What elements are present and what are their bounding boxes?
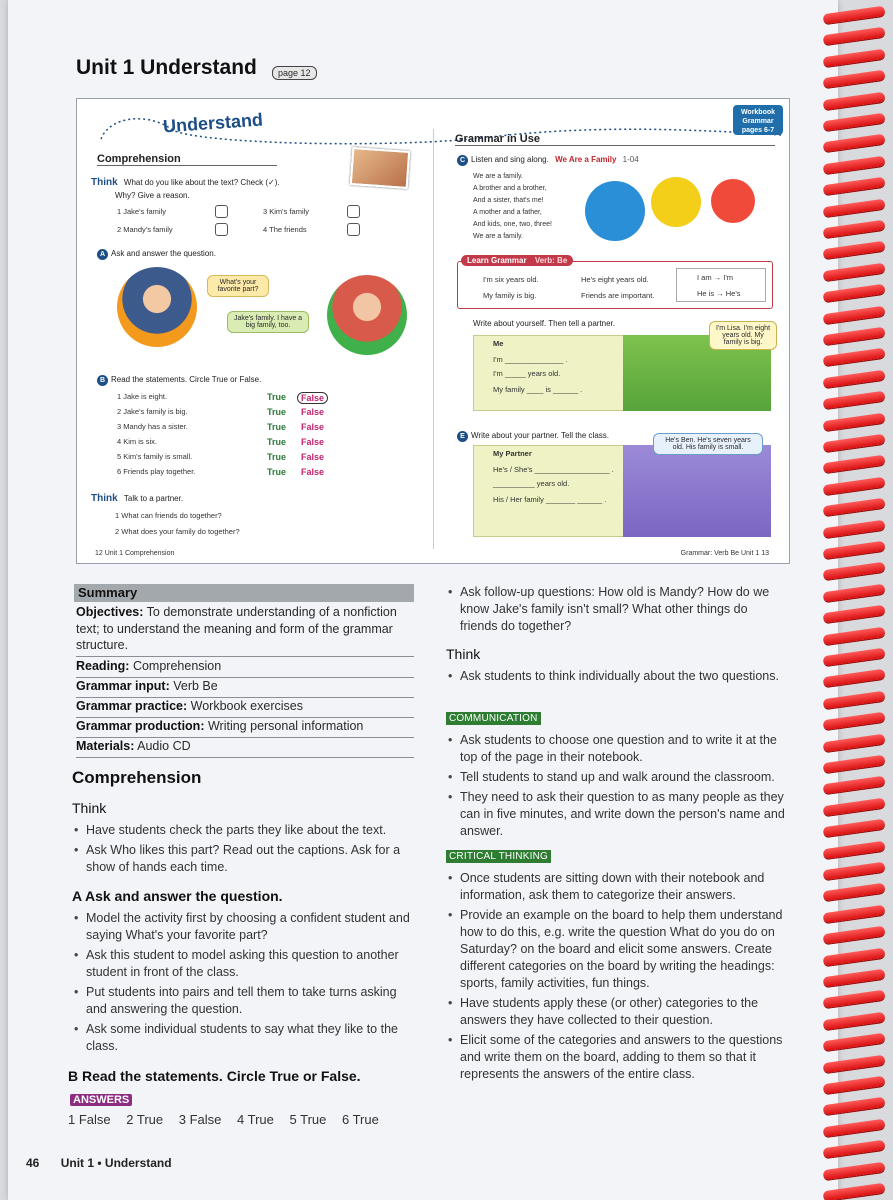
bullet-item: • Ask students to choose one question and to write it at the top of the page in their notebook. bbox=[446, 732, 792, 766]
followup-bullet-list bbox=[446, 584, 786, 638]
spiral-coil bbox=[823, 905, 886, 924]
student-book-spread bbox=[76, 98, 790, 564]
true-option[interactable]: True bbox=[267, 392, 287, 402]
spiral-coil bbox=[823, 305, 886, 324]
spiral-coil bbox=[823, 1140, 886, 1159]
letter-b-icon: B bbox=[97, 375, 108, 386]
bullet-item: • Ask Who likes this part? Read out the captions. Ask for a show of hands each time. bbox=[72, 842, 412, 876]
page-reference-badge: page 12 bbox=[272, 66, 317, 80]
spiral-coil bbox=[823, 926, 886, 945]
wb-badge-line: Grammar bbox=[742, 118, 774, 125]
spiral-coil bbox=[823, 263, 886, 282]
summary-value: Verb Be bbox=[169, 679, 218, 693]
yellow-monster-image bbox=[651, 177, 701, 227]
summary-row-grammar-input bbox=[76, 678, 414, 698]
answers-tag: ANSWERS bbox=[70, 1094, 132, 1106]
page-footer bbox=[26, 1156, 190, 1170]
true-option[interactable]: True bbox=[267, 467, 287, 477]
think-row-2 bbox=[91, 493, 183, 504]
activity-a-text: Ask and answer the question. bbox=[111, 249, 216, 258]
spiral-coil bbox=[823, 1119, 886, 1138]
option-item: 4 The friends bbox=[263, 225, 307, 234]
think-row bbox=[91, 177, 280, 188]
think-label: Think bbox=[91, 493, 118, 504]
spiral-coil bbox=[823, 712, 886, 731]
bullet-item: • Put students into pairs and tell them to take turns asking and answering the question. bbox=[72, 984, 412, 1018]
statement-row bbox=[117, 407, 367, 416]
activity-c-text: Listen and sing along. bbox=[471, 155, 549, 164]
spiral-coil bbox=[823, 134, 886, 153]
girl-avatar bbox=[327, 275, 407, 355]
summary-row-grammar-practice bbox=[76, 698, 414, 718]
grammar-example: Friends are important. bbox=[581, 291, 655, 300]
spiral-coil bbox=[823, 1033, 886, 1052]
summary-row-objectives bbox=[76, 604, 414, 657]
spiral-coil bbox=[823, 27, 886, 46]
summary-value: Comprehension bbox=[129, 659, 222, 673]
spiral-coil bbox=[823, 434, 886, 453]
true-option[interactable]: True bbox=[267, 452, 287, 462]
activity-a-heading: A Ask and answer the question. bbox=[72, 888, 283, 904]
summary-value: To demonstrate understanding of a nonfiction text; to understand the meaning and form of the grammar structure. bbox=[76, 605, 397, 652]
contraction-example: I am → I'm bbox=[697, 273, 734, 282]
spiral-coil bbox=[823, 626, 886, 645]
answers-list bbox=[68, 1112, 391, 1127]
spiral-coil bbox=[823, 477, 886, 496]
activity-a-label bbox=[97, 249, 216, 260]
bullet-item: • Ask some individual students to say what they like to the class. bbox=[72, 1021, 412, 1055]
false-option[interactable]: False bbox=[301, 452, 325, 462]
statement-row bbox=[117, 422, 367, 431]
spiral-coil bbox=[823, 498, 886, 517]
song-lyrics bbox=[473, 171, 552, 243]
spiral-coil bbox=[823, 562, 886, 581]
bullet-item: • Ask follow-up questions: How old is Mandy? How do we know Jake's family isn't small? What other things do friends do together? bbox=[446, 584, 786, 635]
option-item: 2 Mandy's family bbox=[117, 225, 173, 234]
false-option[interactable]: False bbox=[301, 467, 325, 477]
spiral-coil bbox=[823, 883, 886, 902]
activity-b-text: Read the statements. Circle True or False. bbox=[111, 375, 262, 384]
think-question: 1 What can friends do together? bbox=[115, 511, 222, 520]
summary-label: Reading: bbox=[76, 659, 130, 673]
false-option[interactable]: False bbox=[301, 422, 325, 432]
spiral-coil bbox=[823, 691, 886, 710]
statement-row bbox=[117, 452, 367, 461]
spiral-coil bbox=[823, 327, 886, 346]
lisa-speech-bubble: I'm Lisa. I'm eight years old. My family is big. bbox=[709, 321, 777, 350]
spread-divider bbox=[433, 129, 434, 549]
spiral-coil bbox=[823, 348, 886, 367]
summary-label: Grammar production: bbox=[76, 719, 205, 733]
lyric-line: And kids, one, two, three! bbox=[473, 221, 552, 228]
activity-c-label bbox=[457, 155, 639, 166]
spiral-coil bbox=[823, 755, 886, 774]
summary-row-reading bbox=[76, 658, 414, 678]
grammar-in-use-heading: Grammar in Use bbox=[455, 133, 775, 146]
spiral-coil bbox=[823, 156, 886, 175]
true-option[interactable]: True bbox=[267, 407, 287, 417]
checkbox[interactable] bbox=[215, 223, 228, 236]
spiral-coil bbox=[823, 1054, 886, 1073]
song-title: We Are a Family bbox=[555, 155, 617, 164]
spiral-coil bbox=[823, 798, 886, 817]
spiral-coil bbox=[823, 990, 886, 1009]
statement-text: 2 Jake's family is big. bbox=[117, 407, 188, 416]
false-option[interactable]: False bbox=[301, 407, 325, 417]
think-question: What do you like about the text? Check (✓). bbox=[123, 178, 280, 187]
wb-badge-line: pages 6-7 bbox=[741, 127, 775, 134]
statement-row bbox=[117, 392, 367, 401]
grammar-example: He's eight years old. bbox=[581, 275, 649, 284]
spiral-coil bbox=[823, 541, 886, 560]
think-question: 2 What does your family do together? bbox=[115, 527, 240, 536]
spiral-coil bbox=[823, 198, 886, 217]
spiral-coil bbox=[823, 776, 886, 795]
partner-card bbox=[473, 445, 625, 537]
partner-photo-image bbox=[623, 445, 771, 537]
bullet-item: • Model the activity first by choosing a confident student and saying What's your favorite part? bbox=[72, 910, 412, 944]
spiral-coil bbox=[823, 584, 886, 603]
think-question-2: Why? Give a reason. bbox=[115, 191, 190, 200]
spiral-coil bbox=[823, 519, 886, 538]
letter-a-icon: A bbox=[97, 249, 108, 260]
answer-item: 2 True bbox=[126, 1112, 164, 1127]
lyric-line: A brother and a brother, bbox=[473, 185, 547, 192]
bullet-item: • Ask this student to model asking this question to another student in front of the class. bbox=[72, 947, 412, 981]
partner-line[interactable]: He's / She's __________________ . bbox=[493, 465, 614, 474]
verb-be-label: Verb: Be bbox=[534, 256, 568, 265]
speech-bubble: What's your favorite part? bbox=[207, 275, 269, 297]
partner-line[interactable]: His / Her family _______ ______ . bbox=[493, 495, 607, 504]
boy-avatar bbox=[117, 267, 197, 347]
spiral-binding bbox=[823, 0, 893, 1200]
answer-item: 5 True bbox=[289, 1112, 327, 1127]
spiral-coil bbox=[823, 177, 886, 196]
option-item: 1 Jake's family bbox=[117, 207, 166, 216]
wb-badge-line: Workbook bbox=[740, 109, 776, 116]
summary-label: Grammar practice: bbox=[76, 699, 188, 713]
left-page-footer: 12 Unit 1 Comprehension bbox=[95, 550, 175, 557]
think-heading-right: Think bbox=[446, 646, 481, 662]
me-label: Me bbox=[493, 339, 504, 348]
spiral-coil bbox=[823, 648, 886, 667]
true-option[interactable]: True bbox=[267, 437, 287, 447]
right-page-footer: Grammar: Verb Be Unit 1 13 bbox=[680, 550, 769, 557]
partner-line[interactable]: __________ years old. bbox=[493, 479, 570, 488]
spiral-coil bbox=[823, 1097, 886, 1116]
communication-tag: COMMUNICATION bbox=[446, 712, 541, 725]
spiral-coil bbox=[823, 284, 886, 303]
false-option[interactable]: False bbox=[301, 437, 325, 447]
spiral-coil bbox=[823, 947, 886, 966]
workbook-badge bbox=[733, 105, 783, 135]
bullet-item: • Once students are sitting down with their notebook and information, ask them to categorize their answers. bbox=[446, 870, 792, 904]
comprehension-heading: Comprehension bbox=[72, 768, 202, 787]
bullet-item: • Provide an example on the board to help them understand how to do this, e.g. write the question What do you do on Saturday? on the board and elicit some answers. Create different categories on the board by writing the headings: sports, family activities, fun things. bbox=[446, 907, 792, 992]
comprehension-heading: Comprehension bbox=[97, 153, 277, 166]
understand-banner: Understand bbox=[162, 109, 264, 137]
think-prompt: Talk to a partner. bbox=[123, 494, 184, 503]
summary-label: Objectives: bbox=[76, 605, 144, 619]
lyric-line: And a sister, that's me! bbox=[473, 197, 544, 204]
page-number: 46 bbox=[26, 1156, 40, 1170]
partner-label: My Partner bbox=[493, 449, 532, 458]
contraction-example: He is → He's bbox=[697, 289, 741, 298]
spiral-coil bbox=[823, 819, 886, 838]
summary-row-grammar-production bbox=[76, 718, 414, 738]
letter-e-icon: E bbox=[457, 431, 468, 442]
checkbox[interactable] bbox=[347, 223, 360, 236]
spiral-coil bbox=[823, 391, 886, 410]
bullet-item: • They need to ask their question to as many people as they can in five minutes, and write down the person's name and answer. bbox=[446, 789, 792, 840]
spiral-coil bbox=[823, 862, 886, 881]
learn-grammar-box bbox=[457, 261, 773, 309]
answer-item: 4 True bbox=[237, 1112, 274, 1127]
spiral-coil bbox=[823, 733, 886, 752]
me-line[interactable]: I'm _____ years old. bbox=[493, 369, 561, 378]
audio-track[interactable]: 1-04 bbox=[622, 155, 639, 164]
lyric-line: We are a family. bbox=[473, 233, 523, 240]
summary-label: Materials: bbox=[76, 739, 135, 753]
summary-value: Writing personal information bbox=[204, 719, 364, 733]
bullet-item: • Have students apply these (or other) categories to the answers they have collected to their question. bbox=[446, 995, 792, 1029]
think-bullet-list-right bbox=[446, 668, 786, 688]
communication-bullet-list bbox=[446, 732, 792, 843]
think-bullet-list bbox=[72, 822, 412, 879]
true-option[interactable]: True bbox=[267, 422, 287, 432]
spiral-coil bbox=[823, 91, 886, 110]
checkbox[interactable] bbox=[215, 205, 228, 218]
statement-text: 1 Jake is eight. bbox=[117, 392, 168, 401]
page-title: Unit 1 Understand bbox=[76, 56, 257, 79]
statement-row bbox=[117, 467, 367, 476]
spiral-coil bbox=[823, 49, 886, 68]
spiral-coil bbox=[823, 605, 886, 624]
activity-b-label bbox=[97, 375, 261, 386]
spiral-coil bbox=[823, 1161, 886, 1180]
red-monster-image bbox=[711, 179, 755, 223]
answer-item: 3 False bbox=[178, 1112, 222, 1127]
spiral-coil bbox=[823, 70, 886, 89]
write-instruction: Write about yourself. Then tell a partner. bbox=[473, 319, 616, 328]
grammar-example: I'm six years old. bbox=[483, 275, 539, 284]
summary-heading: Summary bbox=[74, 584, 414, 602]
critical-thinking-bullet-list bbox=[446, 870, 792, 1086]
bullet-item: • Ask students to think individually about the two questions. bbox=[446, 668, 786, 685]
statement-text: 6 Friends play together. bbox=[117, 467, 196, 476]
learn-grammar-tag bbox=[461, 255, 573, 266]
spiral-coil bbox=[823, 840, 886, 859]
spiral-coil bbox=[823, 669, 886, 688]
spiral-coil bbox=[823, 370, 886, 389]
answer-item: 6 True bbox=[341, 1112, 379, 1127]
spiral-coil bbox=[823, 241, 886, 260]
bullet-item: • Elicit some of the categories and answers to the questions and write them on the board, adding to them so that it represents the answers of the entire class. bbox=[446, 1032, 792, 1083]
checkbox[interactable] bbox=[347, 205, 360, 218]
speech-bubble: Jake's family. I have a big family, too. bbox=[227, 311, 309, 333]
spiral-coil bbox=[823, 6, 886, 25]
option-item: 3 Kim's family bbox=[263, 207, 310, 216]
spiral-coil bbox=[823, 412, 886, 431]
summary-label: Grammar input: bbox=[76, 679, 170, 693]
spiral-coil bbox=[823, 969, 886, 988]
statement-text: 5 Kim's family is small. bbox=[117, 452, 193, 461]
activity-e-label bbox=[457, 431, 609, 442]
statement-text: 4 Kim is six. bbox=[117, 437, 158, 446]
critical-thinking-tag: CRITICAL THINKING bbox=[446, 850, 551, 863]
learn-grammar-label: Learn Grammar bbox=[467, 256, 527, 265]
activity-a-bullet-list bbox=[72, 910, 412, 1058]
spiral-coil bbox=[823, 220, 886, 239]
letter-c-icon: C bbox=[457, 155, 468, 166]
ben-speech-bubble: He's Ben. He's seven years old. His family is small. bbox=[653, 433, 763, 455]
spiral-coil bbox=[823, 113, 886, 132]
answer-item: 1 False bbox=[68, 1112, 111, 1127]
me-line[interactable]: My family ____ is ______ . bbox=[493, 385, 583, 394]
activity-b-heading: B Read the statements. Circle True or False. bbox=[68, 1068, 361, 1084]
activity-e-text: Write about your partner. Tell the class. bbox=[471, 431, 609, 440]
footer-unit: Unit 1 • Understand bbox=[60, 1156, 172, 1170]
statement-text: 3 Mandy has a sister. bbox=[117, 422, 188, 431]
grammar-example: My family is big. bbox=[483, 291, 537, 300]
statement-row bbox=[117, 437, 367, 446]
summary-value: Workbook exercises bbox=[187, 699, 303, 713]
family-photo-image bbox=[350, 147, 411, 189]
spiral-coil bbox=[823, 1012, 886, 1031]
think-label: Think bbox=[91, 177, 118, 188]
lyric-line: We are a family. bbox=[473, 173, 523, 180]
bullet-item: • Tell students to stand up and walk around the classroom. bbox=[446, 769, 792, 786]
summary-value: Audio CD bbox=[134, 739, 191, 753]
lyric-line: A mother and a father, bbox=[473, 209, 542, 216]
blue-monster-image bbox=[585, 181, 645, 241]
me-line[interactable]: I'm ______________ . bbox=[493, 355, 568, 364]
spiral-coil bbox=[823, 1076, 886, 1095]
spiral-coil bbox=[823, 1183, 886, 1200]
false-option-circled[interactable]: False bbox=[297, 392, 328, 404]
spiral-coil bbox=[823, 455, 886, 474]
think-heading: Think bbox=[72, 800, 107, 816]
bullet-item: • Have students check the parts they like about the text. bbox=[72, 822, 412, 839]
summary-row-materials bbox=[76, 738, 414, 758]
